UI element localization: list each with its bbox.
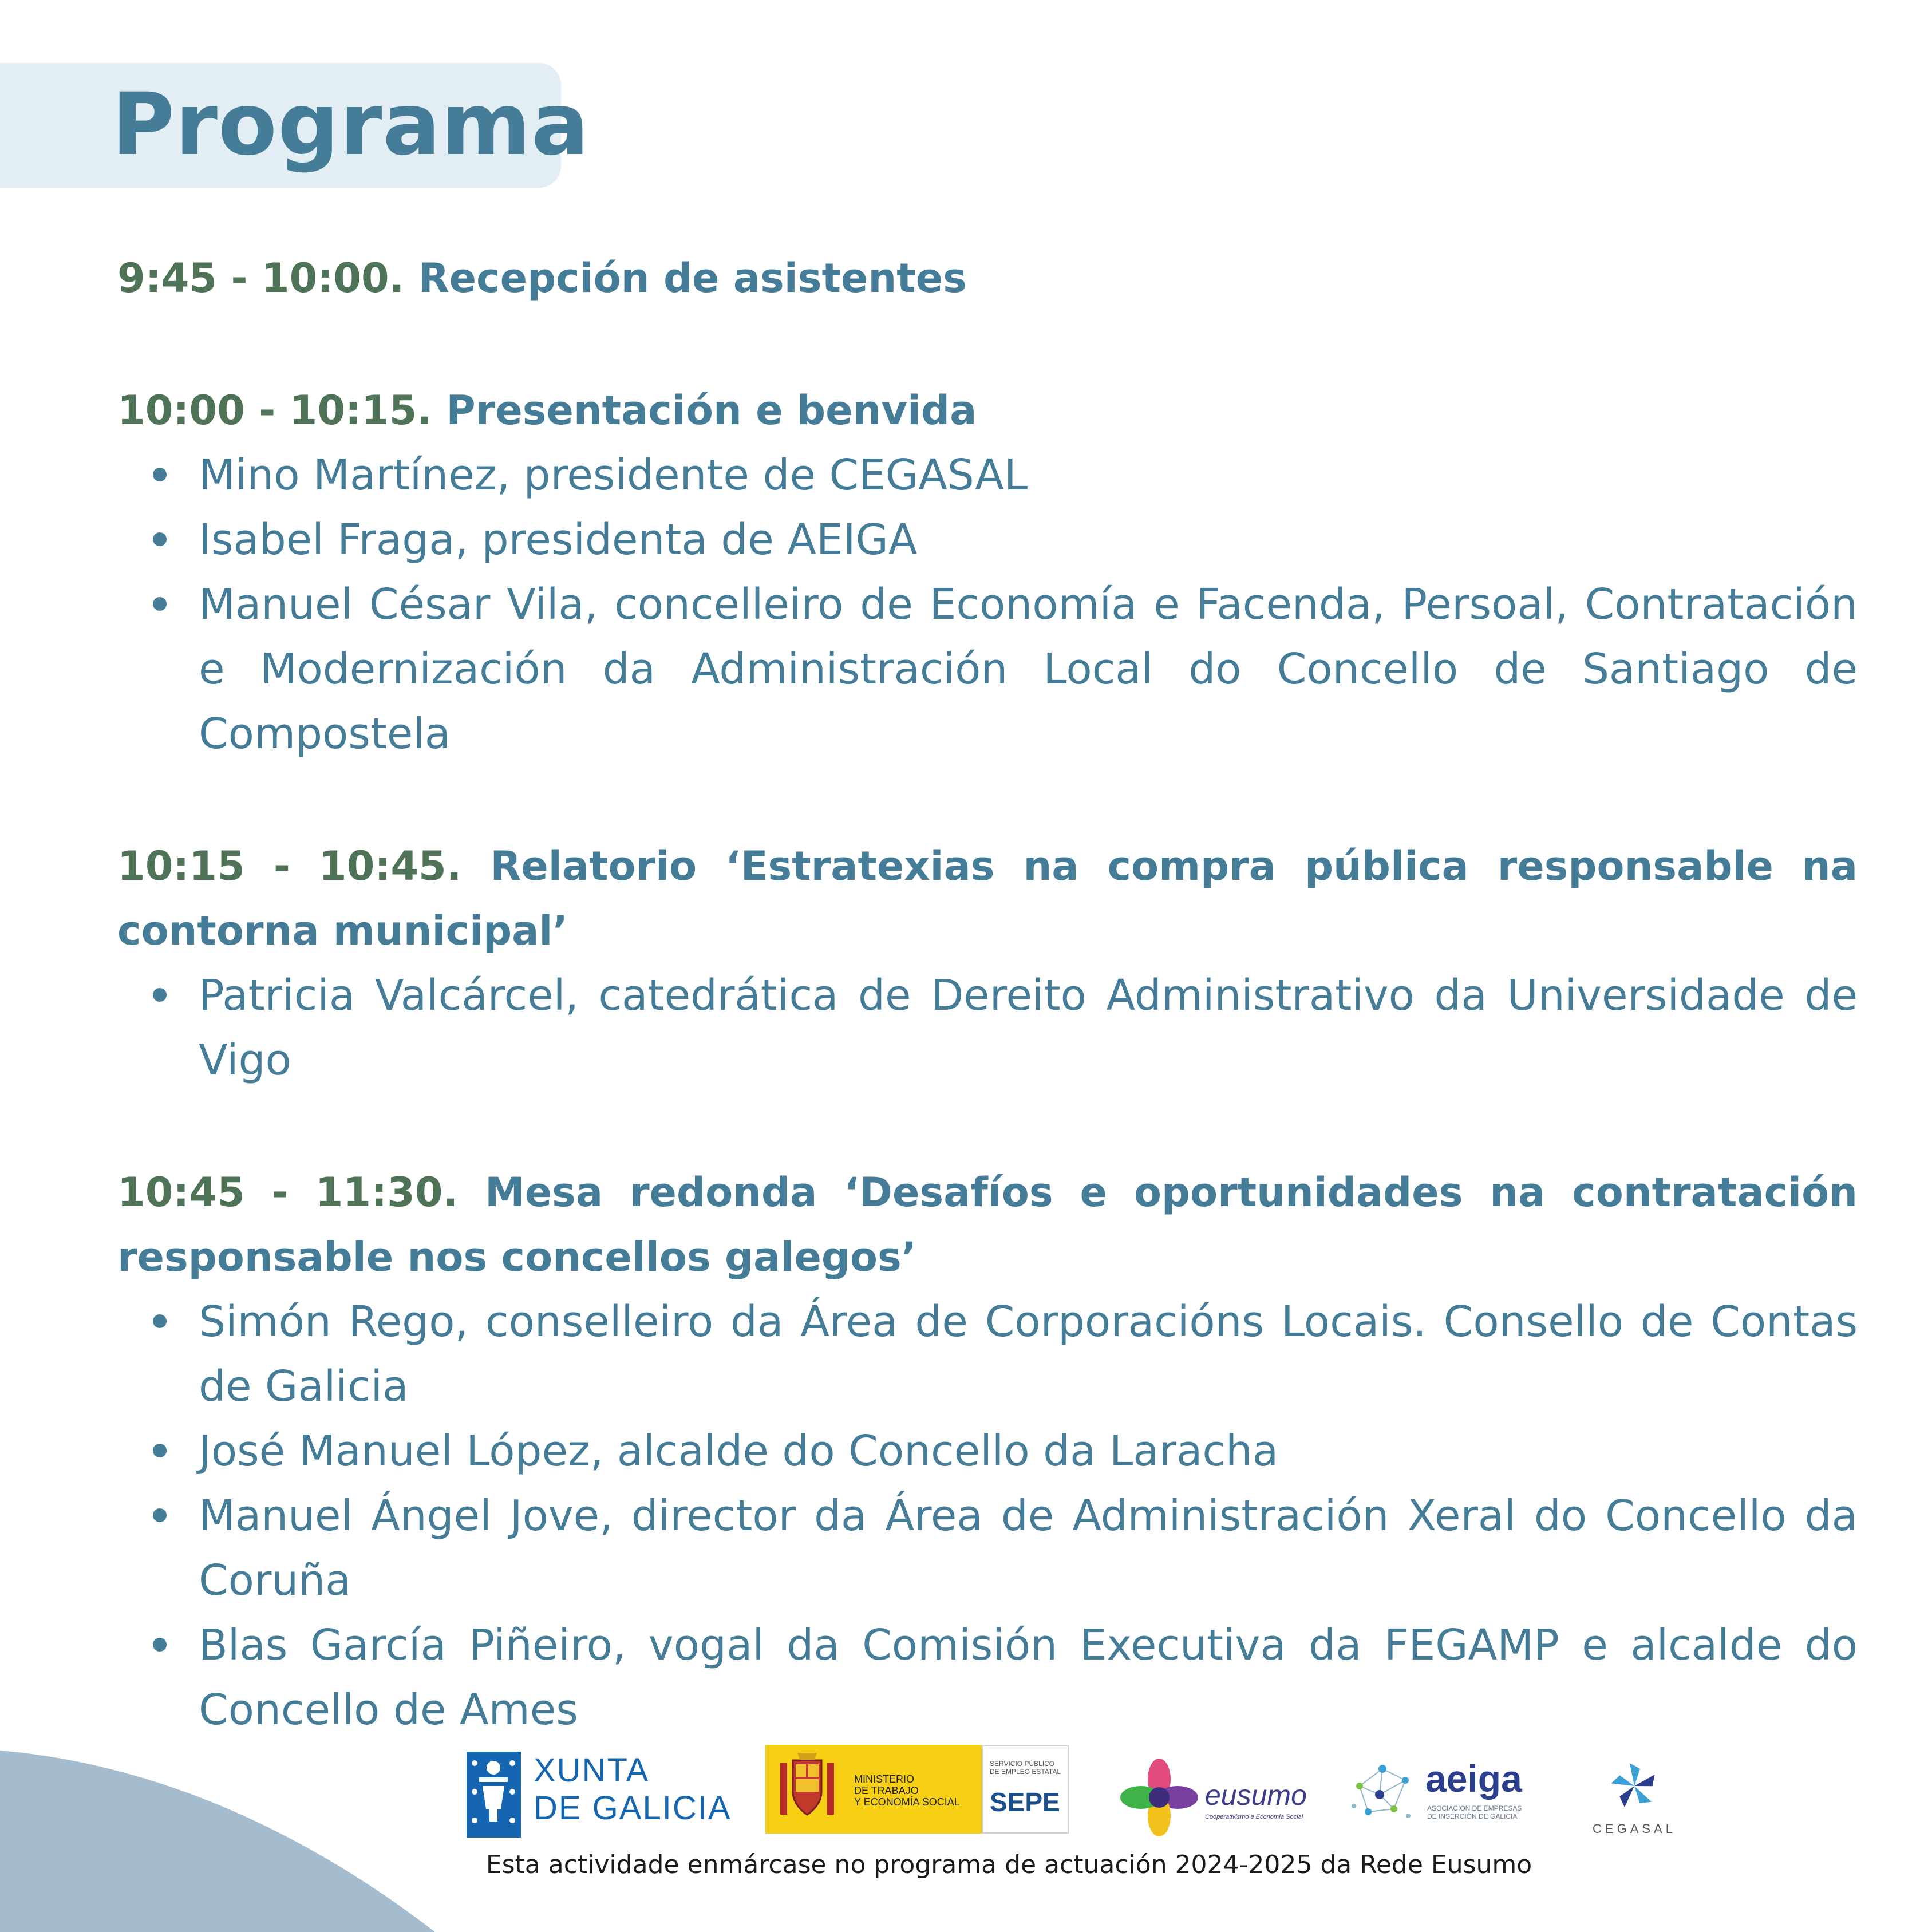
speaker-item <box>117 508 1858 572</box>
speaker-item <box>117 1613 1858 1743</box>
aeiga-name: aeiga <box>1425 1757 1522 1800</box>
speaker-text: Simón Rego, conselleiro da Área de Corporacións Locais. Consello de Contas de Galicia <box>199 1297 1858 1411</box>
bullet-icon <box>153 1508 167 1522</box>
xunta-shield-icon <box>467 1752 521 1838</box>
speaker-text: Manuel Ángel Jove, director da Área de Administración Xeral do Concello da Coruña <box>199 1491 1858 1605</box>
section-title: Mesa redonda ‘Desafíos e oportunidades na contratación responsable nos concellos galegos’ <box>117 1169 1858 1281</box>
eusumo-name: eusumo <box>1205 1779 1307 1811</box>
xunta-logo <box>467 1752 736 1838</box>
ministerio-line3: Y ECONOMÍA SOCIAL <box>854 1796 960 1808</box>
xunta-line2: DE GALICIA <box>534 1789 732 1827</box>
section-title: Recepción de asistentes <box>418 255 967 302</box>
cegasal-logo <box>1586 1757 1683 1843</box>
cegasal-pinwheel-icon <box>1606 1757 1663 1815</box>
page-title: Programa <box>112 75 590 175</box>
aeiga-line2: DE INSERCIÓN DE GALICIA <box>1427 1812 1518 1820</box>
section-heading <box>117 1160 1858 1290</box>
bullet-icon <box>153 988 167 1002</box>
aeiga-logo <box>1348 1752 1537 1843</box>
speaker-item <box>117 963 1858 1093</box>
bullet-icon <box>153 468 167 481</box>
xunta-line1: XUNTA <box>534 1752 650 1789</box>
section-title: Relatorio ‘Estratexias na compra pública responsable na contorna municipal’ <box>117 843 1858 954</box>
program-section <box>117 378 1858 767</box>
cegasal-name: CEGASAL <box>1593 1822 1676 1836</box>
speaker-item <box>117 443 1858 508</box>
section-time: 10:00 - 10:15. <box>117 387 433 434</box>
ministerio-line1: MINISTERIO <box>854 1773 915 1785</box>
speaker-item <box>117 572 1858 767</box>
eusumo-tagline: Cooperativismo e Economía Social <box>1205 1814 1303 1820</box>
speaker-list <box>117 1290 1858 1743</box>
eusumo-logo <box>1119 1757 1307 1838</box>
speaker-text: Patricia Valcárcel, catedrática de Dereito Administrativo da Universidade de Vigo <box>199 971 1858 1085</box>
speaker-item <box>117 1419 1858 1484</box>
sepe-logo <box>982 1745 1069 1834</box>
bullet-icon <box>153 1314 167 1328</box>
section-time: 10:15 - 10:45. <box>117 843 462 890</box>
speaker-text: José Manuel López, alcalde do Concello da Laracha <box>199 1427 1279 1476</box>
ministerio-line2: DE TRABAJO <box>854 1785 919 1796</box>
speaker-text: Isabel Fraga, presidenta de AEIGA <box>199 515 918 564</box>
sepe-line2: DE EMPLEO ESTATAL <box>990 1768 1061 1776</box>
section-time: 9:45 - 10:00. <box>117 255 405 302</box>
sepe-name: SEPE <box>990 1787 1060 1817</box>
section-heading <box>117 378 1858 443</box>
section-heading <box>117 834 1858 963</box>
speaker-text: Blas García Piñeiro, vogal da Comisión Executiva da FEGAMP e alcalde do Concello de Ames <box>199 1621 1858 1735</box>
section-heading <box>117 246 1858 311</box>
bullet-icon <box>153 597 167 611</box>
program-section <box>117 246 1858 311</box>
footer-note: Esta actividade enmárcase no programa de actuación 2024-2025 da Rede Eusumo <box>485 1850 1532 1879</box>
aeiga-line1: ASOCIACIÓN DE EMPRESAS <box>1427 1804 1522 1812</box>
bullet-icon <box>153 1444 167 1457</box>
bullet-icon <box>153 532 167 546</box>
eusumo-star-icon <box>1119 1757 1199 1838</box>
section-title: Presentación e benvida <box>446 387 977 434</box>
ministerio-logo <box>765 1745 982 1834</box>
speaker-list <box>117 443 1858 767</box>
spain-coat-of-arms-icon <box>776 1752 839 1826</box>
speaker-text: Manuel César Vila, concelleiro de Economía e Facenda, Persoal, Contratación e Modernización da Administración Local do Concello de Santiago de Compostela <box>199 580 1858 758</box>
aeiga-network-icon <box>1348 1752 1417 1826</box>
program-list <box>117 246 1858 1743</box>
speaker-item <box>117 1290 1858 1419</box>
sepe-line1: SERVICIO PÚBLICO <box>990 1760 1055 1768</box>
bullet-icon <box>153 1638 167 1652</box>
program-section <box>117 834 1858 1093</box>
speaker-item <box>117 1484 1858 1613</box>
program-section <box>117 1160 1858 1743</box>
speaker-text: Mino Martínez, presidente de CEGASAL <box>199 451 1028 500</box>
section-time: 10:45 - 11:30. <box>117 1169 459 1216</box>
speaker-list <box>117 963 1858 1093</box>
